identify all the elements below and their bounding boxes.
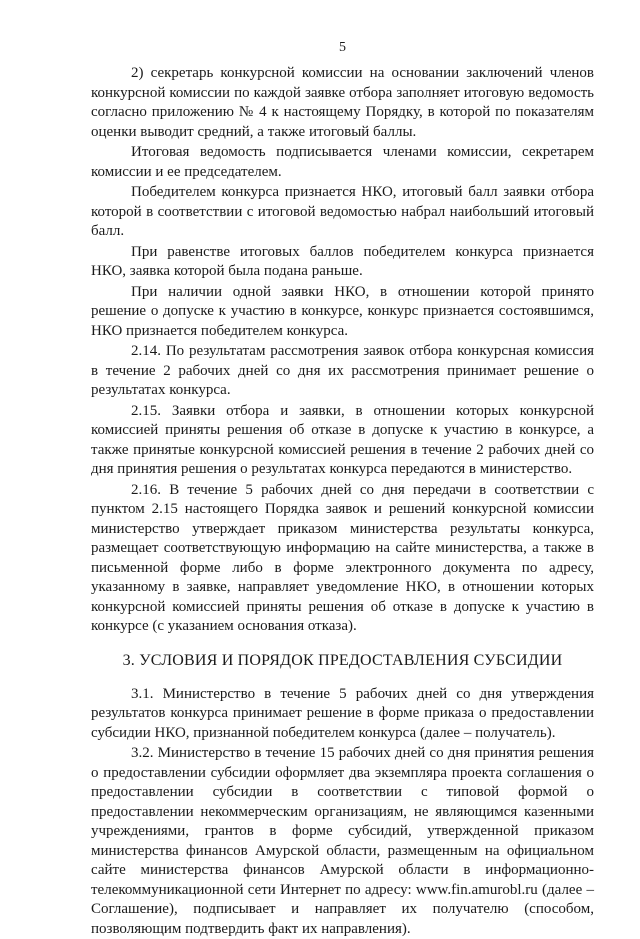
paragraph-2-16: 2.16. В течение 5 рабочих дней со дня передачи в соответствии с пунктом 2.15 настоящего Порядка заявок и решений конкурсной комиссии министерство утверждает приказом министерства результаты конкурса, размещает соответствующую информацию на сайте министерства, а также в письменной форме либо в форме электронного документа по адресу, указанному в заявке, направляет уведомление НКО, в отношении которых конкурсной комиссией приняты решения об отказе в допуске к участию в конкурсе (с указанием основания отказа). [91,481,594,634]
paragraph-2-14: 2.14. По результатам рассмотрения заявок отбора конкурсная комиссия в течение 2 рабочих дней со дня их рассмотрения принимает решение о результатах конкурса. [91,343,594,398]
paragraph-3-1: 3.1. Министерство в течение 5 рабочих дней со дня утверждения результатов конкурса принимает решение в форме приказа о предоставлении субсидии НКО, признанной победителем конкурса (далее – получатель). [91,685,594,741]
paragraph-single-application: При наличии одной заявки НКО, в отношении которой принято решение о допуске к участию в конкурсе, конкурс признается состоявшимся, НКО признается победителем конкурса. [91,283,594,339]
paragraph-tie-rule: При равенстве итоговых баллов победителем конкурса признается НКО, заявка которой была подана раньше. [91,243,594,279]
page-number: 5 [339,40,346,55]
section-heading: 3. УСЛОВИЯ И ПОРЯДОК ПРЕДОСТАВЛЕНИЯ СУБСИДИИ [122,651,563,669]
paragraph-winner-definition: Победителем конкурса признается НКО, итоговый балл заявки отбора которой в соответствии с итоговой ведомостью набрал наибольший итоговый балл. [91,184,594,239]
paragraph-secretary-duties: 2) секретарь конкурсной комиссии на основании заключений членов конкурсной комиссии по каждой заявке отбора заполняет итоговую ведомость согласно приложению № 4 к настоящему Порядку, в которой по показателям оценки выводит средний, а также итоговый баллы. [91,65,594,140]
paragraph-summary-signing: Итоговая ведомость подписывается членами комиссии, секретарем комиссии и ее председателем. [91,144,594,180]
paragraph-2-15: 2.15. Заявки отбора и заявки, в отношении которых конкурсной комиссией приняты решения об отказе в допуске к участию в конкурсе, а также принятые конкурсной комиссией решения в течение 2 рабочих дней со дня принятия решения о результатах конкурса передаются в министерство. [91,402,594,477]
paragraph-3-2: 3.2. Министерство в течение 15 рабочих дней со дня принятия решения о предоставлении субсидии оформляет два экземпляра проекта соглашения о предоставлении субсидии в соответствии с типовой формой о предоставлении некоммерческим организациям, не являющимся казенными учреждениями, грантов в форме субсидий, утвержденной приказом министерства финансов Амурской области, размещенным на официальном сайте министерства финансов Амурской области в информационно-телекоммуникационной сети Интернет по адресу: www.fin.amurobl.ru (далее – Соглашение), подписывает и направляет их получателю (способом, позволяющим подтвердить факт их направления). [91,745,594,937]
